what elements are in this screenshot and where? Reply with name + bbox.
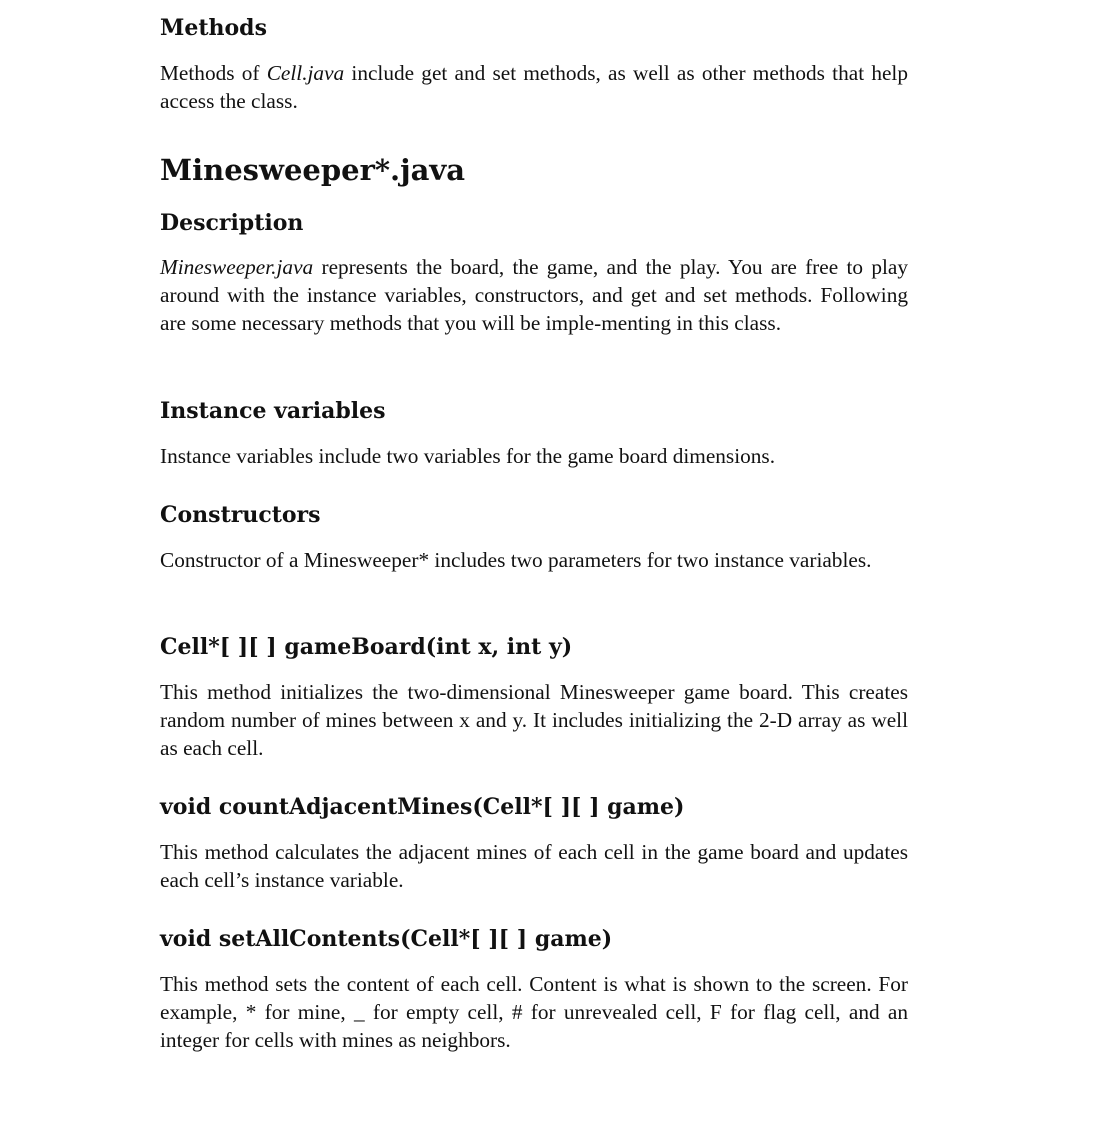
methods-text-end: include get and set methods, as well as other methods that help access the class. bbox=[160, 61, 908, 114]
methods-paragraph bbox=[160, 59, 908, 115]
description-heading: Description bbox=[160, 210, 304, 236]
minesweeper-section-heading: Minesweeper*.java bbox=[160, 153, 466, 187]
constructors-paragraph: Constructor of a Minesweeper* includes two parameters for two instance variables. bbox=[160, 548, 872, 572]
methods-text-start: Methods of bbox=[160, 61, 267, 85]
constructors-heading: Constructors bbox=[160, 502, 321, 528]
description-paragraph bbox=[160, 253, 908, 338]
cell-java-filename: Cell.java bbox=[266, 61, 345, 85]
count-adjacent-mines-paragraph: This method calculates the adjacent mines of each cell in the game board and updates each cell’s instance variable. bbox=[160, 840, 908, 893]
description-text: represents the board, the game, and the play. You are free to play around with the instance variables, constructors, and get and set methods. Following are some necessary methods that you will be imple-menting in this class. bbox=[160, 255, 908, 336]
gameboard-method-heading: Cell*[ ][ ] gameBoard(int x, int y) bbox=[160, 634, 573, 660]
gameboard-method-paragraph: This method initializes the two-dimensional Minesweeper game board. This creates random number of mines between x and y. It includes initializing the 2-D array as well as each cell. bbox=[160, 680, 908, 761]
instance-variables-paragraph: Instance variables include two variables for the game board dimensions. bbox=[160, 444, 776, 468]
minesweeper-java-filename: Minesweeper.java bbox=[160, 255, 314, 279]
set-all-contents-paragraph: This method sets the content of each cell. Content is what is shown to the screen. For example, * for mine, _ for empty cell, # for unrevealed cell, F for flag cell, and an integer for cells with mines as neighbors. bbox=[160, 972, 908, 1053]
count-adjacent-mines-heading: void countAdjacentMines(Cell*[ ][ ] game) bbox=[160, 794, 685, 820]
methods-heading: Methods bbox=[160, 15, 267, 41]
instance-variables-heading: Instance variables bbox=[160, 398, 386, 424]
set-all-contents-heading: void setAllContents(Cell*[ ][ ] game) bbox=[160, 926, 613, 952]
